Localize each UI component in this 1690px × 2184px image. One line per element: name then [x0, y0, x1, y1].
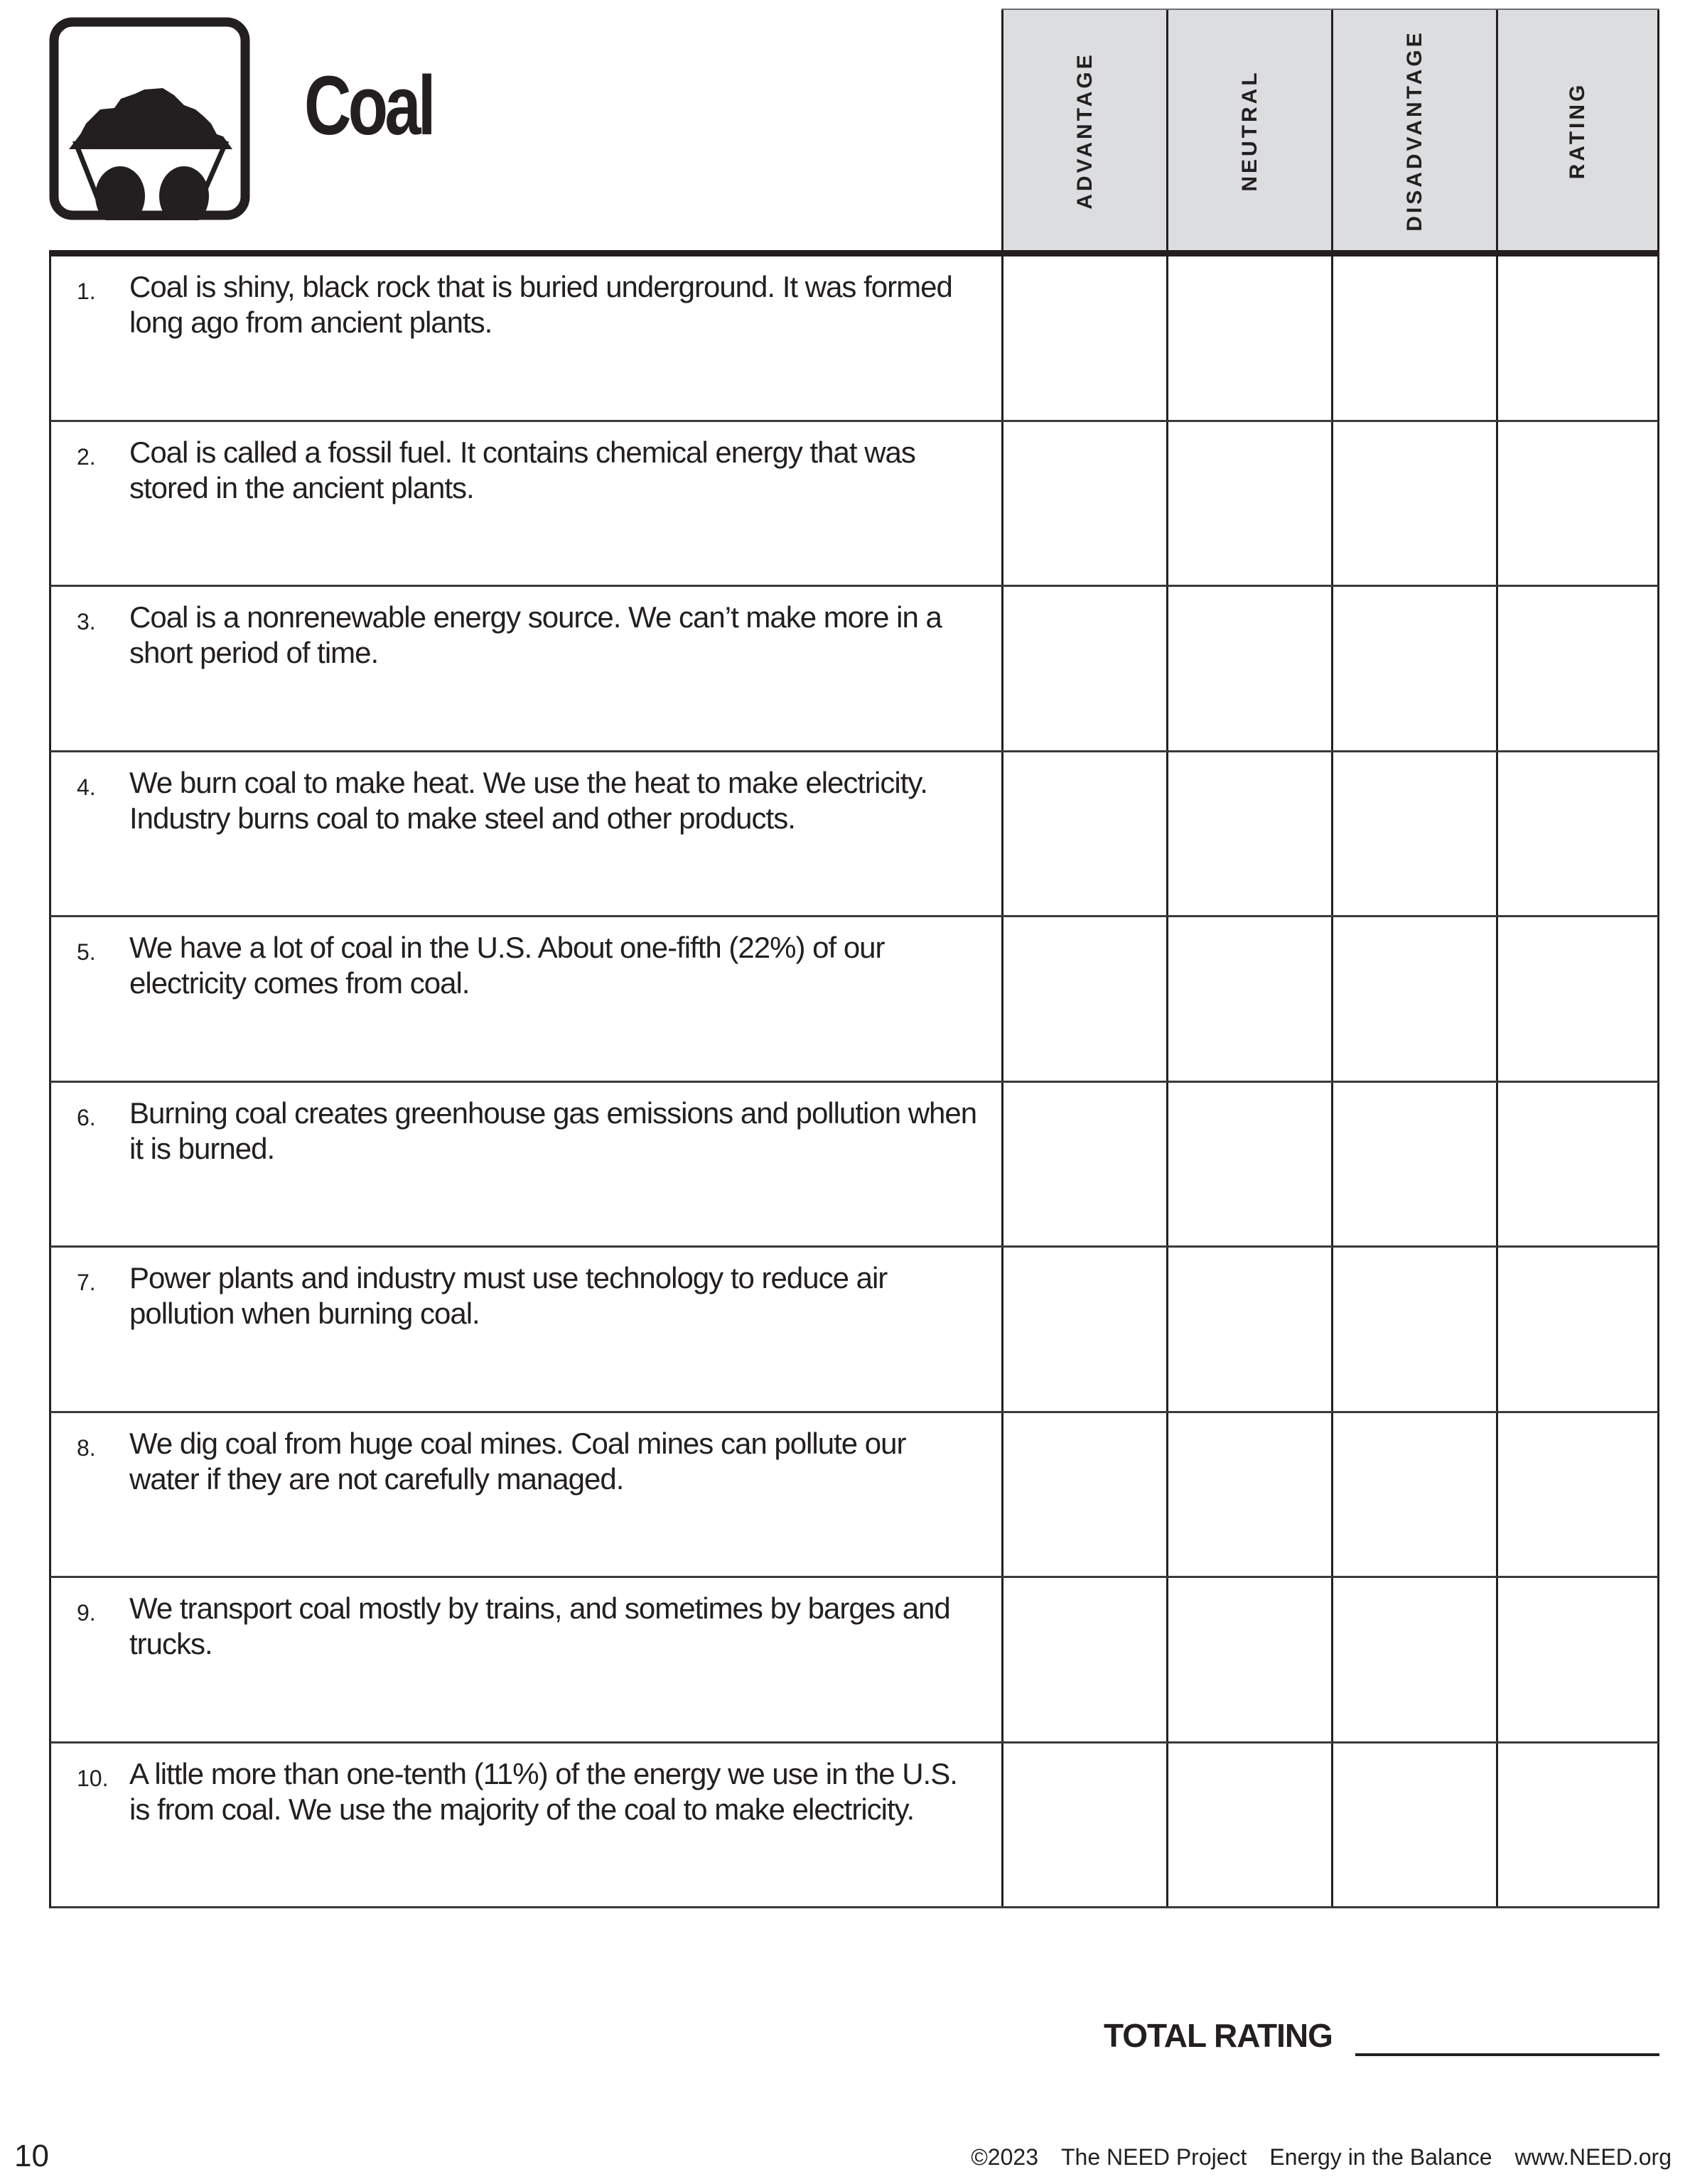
table-row	[49, 1413, 1659, 1579]
column-header-label: ADVANTAGE	[1072, 52, 1097, 210]
statement-text: Coal is a nonrenewable energy source. We can’t make more in a short period of time.	[129, 600, 942, 669]
table-row	[49, 1083, 1659, 1248]
neutral-cell[interactable]	[1166, 422, 1331, 585]
footer	[948, 2144, 1672, 2171]
advantage-cell[interactable]	[1001, 1413, 1166, 1577]
neutral-cell[interactable]	[1166, 1413, 1331, 1577]
statement-text: Burning coal creates greenhouse gas emissions and pollution when it is burned.	[129, 1096, 977, 1165]
neutral-cell[interactable]	[1166, 752, 1331, 916]
statement-text: We transport coal mostly by trains, and sometimes by barges and trucks.	[129, 1591, 950, 1660]
statement-number: 2.	[77, 443, 96, 470]
advantage-cell[interactable]	[1001, 1744, 1166, 1907]
statement-text: We burn coal to make heat. We use the heat to make electricity. Industry burns coal to make steel and other products.	[129, 765, 927, 835]
neutral-cell[interactable]	[1166, 256, 1331, 420]
page-number: 10	[14, 2139, 49, 2173]
footer-copyright: ©2023	[971, 2144, 1038, 2170]
disadvantage-cell[interactable]	[1331, 752, 1496, 916]
statement-number: 10.	[77, 1765, 109, 1791]
total-rating-label: TOTAL RATING	[1104, 2017, 1333, 2054]
statement-number: 8.	[77, 1434, 96, 1461]
neutral-cell[interactable]	[1166, 587, 1331, 750]
advantage-cell[interactable]	[1001, 256, 1166, 420]
disadvantage-cell[interactable]	[1331, 422, 1496, 585]
statement-text: Coal is shiny, black rock that is buried underground. It was formed long ago from ancient plants.	[129, 270, 952, 339]
header-divider	[49, 250, 1659, 256]
disadvantage-cell[interactable]	[1331, 256, 1496, 420]
column-header-disadvantage	[1331, 10, 1496, 252]
table-row	[49, 256, 1659, 422]
column-header-label: NEUTRAL	[1237, 70, 1261, 192]
table-row	[49, 752, 1659, 918]
statement-text: We dig coal from huge coal mines. Coal mines can pollute our water if they are not carefully managed.	[129, 1426, 906, 1496]
disadvantage-cell[interactable]	[1331, 917, 1496, 1081]
statement-number: 9.	[77, 1600, 96, 1626]
statement-number: 3.	[77, 609, 96, 634]
neutral-cell[interactable]	[1166, 917, 1331, 1081]
disadvantage-cell[interactable]	[1331, 1248, 1496, 1411]
footer-website: www.NEED.org	[1514, 2144, 1672, 2170]
statement-text: Coal is called a fossil fuel. It contains chemical energy that was stored in the ancient plants.	[129, 435, 915, 504]
rating-cell[interactable]	[1496, 587, 1659, 750]
column-header-rating	[1496, 10, 1659, 252]
disadvantage-cell[interactable]	[1331, 1744, 1496, 1907]
rating-cell[interactable]	[1496, 256, 1659, 420]
disadvantage-cell[interactable]	[1331, 587, 1496, 750]
page-title: Coal	[304, 59, 433, 153]
table-row	[49, 587, 1659, 752]
advantage-cell[interactable]	[1001, 917, 1166, 1081]
rating-cell[interactable]	[1496, 1083, 1659, 1246]
footer-publication: Energy in the Balance	[1269, 2144, 1492, 2170]
statement-text: We have a lot of coal in the U.S. About one-fifth (22%) of our electricity comes from coal.	[129, 931, 885, 1000]
statement-number: 1.	[77, 279, 96, 304]
advantage-cell[interactable]	[1001, 1248, 1166, 1411]
total-rating-field[interactable]	[1355, 2053, 1659, 2056]
rating-cell[interactable]	[1496, 1744, 1659, 1907]
table-row	[49, 422, 1659, 588]
table-row	[49, 1744, 1659, 1909]
footer-organization: The NEED Project	[1060, 2144, 1247, 2170]
table-row	[49, 1248, 1659, 1413]
rating-cell[interactable]	[1496, 752, 1659, 916]
statement-number: 6.	[77, 1104, 96, 1130]
table-row	[49, 917, 1659, 1083]
statement-number: 4.	[77, 774, 96, 800]
statements-table	[49, 256, 1659, 1908]
neutral-cell[interactable]	[1166, 1083, 1331, 1246]
statement-text: Power plants and industry must use technology to reduce air pollution when burning coal.	[129, 1261, 888, 1330]
rating-cell[interactable]	[1496, 1578, 1659, 1741]
column-header-neutral	[1166, 10, 1331, 252]
statement-text: A little more than one-tenth (11%) of the energy we use in the U.S. is from coal. We use the majority of the coal to make electricity.	[129, 1756, 957, 1826]
neutral-cell[interactable]	[1166, 1744, 1331, 1907]
rating-cell[interactable]	[1496, 422, 1659, 585]
advantage-cell[interactable]	[1001, 1083, 1166, 1246]
rating-cell[interactable]	[1496, 1248, 1659, 1411]
advantage-cell[interactable]	[1001, 1578, 1166, 1741]
coal-cart-icon	[49, 17, 250, 220]
statement-number: 5.	[77, 939, 96, 965]
column-header-label: DISADVANTAGE	[1402, 30, 1426, 232]
neutral-cell[interactable]	[1166, 1248, 1331, 1411]
advantage-cell[interactable]	[1001, 587, 1166, 750]
disadvantage-cell[interactable]	[1331, 1413, 1496, 1577]
advantage-cell[interactable]	[1001, 752, 1166, 916]
neutral-cell[interactable]	[1166, 1578, 1331, 1741]
statement-number: 7.	[77, 1270, 96, 1295]
disadvantage-cell[interactable]	[1331, 1083, 1496, 1246]
column-header-advantage	[1001, 10, 1166, 252]
table-row	[49, 1578, 1659, 1744]
advantage-cell[interactable]	[1001, 422, 1166, 585]
rating-cell[interactable]	[1496, 1413, 1659, 1577]
column-header-label: RATING	[1566, 82, 1589, 180]
rating-cell[interactable]	[1496, 917, 1659, 1081]
disadvantage-cell[interactable]	[1331, 1578, 1496, 1741]
